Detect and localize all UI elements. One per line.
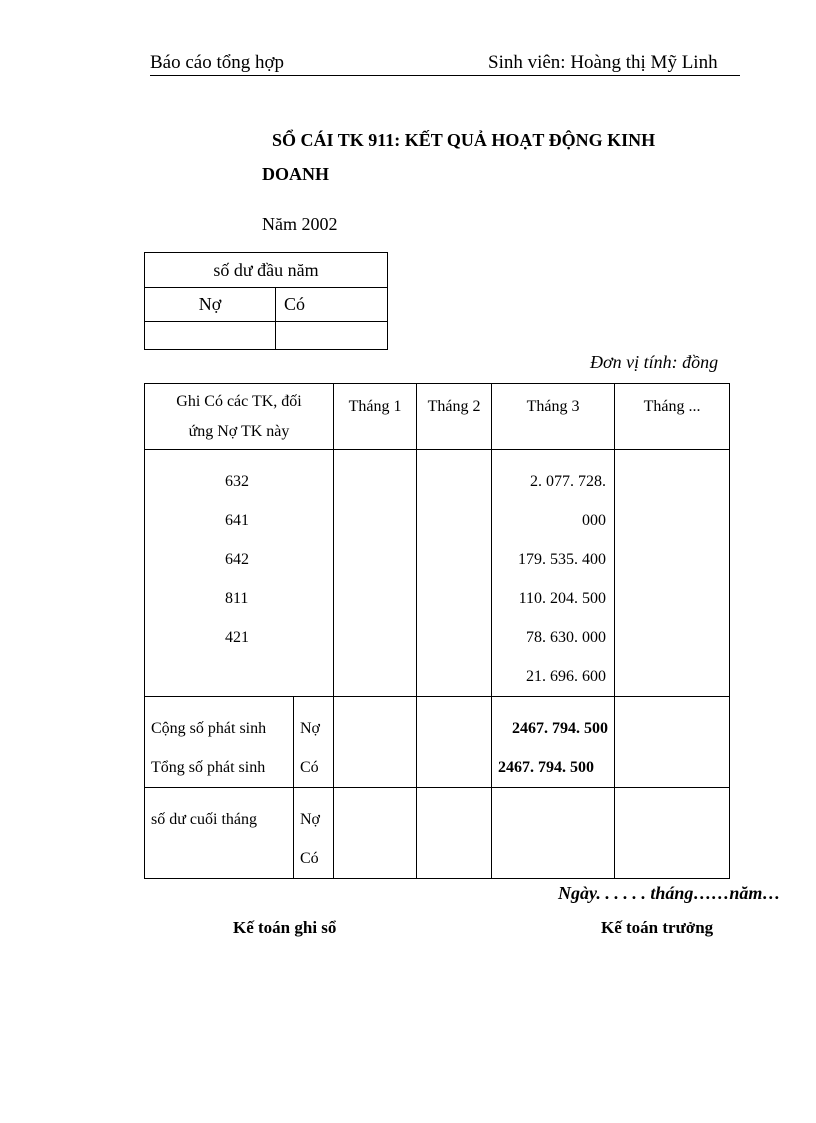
total-month3-credit: 2467. 794. 500 [498,759,594,776]
month3-value-421: 21. 696. 600 [526,668,606,685]
ending-month3-cell [492,788,615,879]
col-month-2 [417,384,492,450]
ending-month2-cell [417,788,492,879]
month3-value-641: 179. 535. 400 [518,551,606,568]
total-monthetc-cell [615,697,730,788]
col-account-header [145,384,334,450]
total-month3-cell [492,697,615,788]
opening-balance-table [144,252,388,350]
account-641: 641 [225,512,249,529]
opening-debit-label: Nợ [145,288,276,322]
account-642: 642 [225,551,249,568]
accounts-cell [145,450,334,697]
total-month1-cell [334,697,417,788]
account-811: 811 [225,590,249,607]
col-month-3-label: Tháng 3 [526,398,580,415]
ending-label-cell [145,788,294,879]
header-left: Báo cáo tổng hợp [150,52,285,73]
ending-debit-label: Nợ [300,811,321,828]
opening-credit-value [276,322,388,350]
col-month-1-label: Tháng 1 [348,398,402,415]
col-month-2-label: Tháng 2 [427,398,481,415]
col-account-line-2: ứng Nợ TK này [188,423,290,440]
col-account-line-1: Ghi Có các TK, đối [176,393,302,410]
header-rule [150,75,740,76]
opening-credit-label: Có [276,288,388,322]
year-label: Năm 2002 [262,214,338,234]
month1-accounts-cell [334,450,417,697]
ending-label: số dư cuối tháng [151,811,257,828]
title-line-1: SỔ CÁI TK 911: KẾT QUẢ HOẠT ĐỘNG KINH [272,130,656,150]
col-month-3 [492,384,615,450]
total-credit-label: Có [300,759,319,776]
col-month-etc [615,384,730,450]
col-month-1 [334,384,417,450]
month3-value-632b: 000 [582,512,606,529]
month3-value-811: 78. 630. 000 [526,629,606,646]
total-label-2: Tổng số phát sinh [151,759,266,776]
total-label-1: Cộng số phát sinh [151,720,267,737]
left-signature-label: Kế toán ghi sổ [233,918,337,937]
date-line: Ngày. . . . . . tháng……năm… [558,883,781,903]
monthetc-accounts-cell [615,450,730,697]
opening-balance-header: số dư đầu năm [145,253,388,288]
total-label-cell [145,697,294,788]
account-421: 421 [225,629,249,646]
unit-label: Đơn vị tính: đồng [590,352,719,372]
col-month-etc-label: Tháng ... [643,398,701,415]
month3-accounts-cell [492,450,615,697]
total-month2-cell [417,697,492,788]
total-debit-label: Nợ [300,720,321,737]
right-signature-label: Kế toán trưởng [601,918,714,937]
total-month3-debit: 2467. 794. 500 [512,720,608,737]
ending-side-cell [294,788,334,879]
ledger-table [144,383,730,879]
month3-value-642: 110. 204. 500 [518,590,606,607]
ending-monthetc-cell [615,788,730,879]
title-line-2: DOANH [262,164,329,184]
ending-credit-label: Có [300,850,319,867]
opening-debit-value [145,322,276,350]
total-side-cell [294,697,334,788]
month2-accounts-cell [417,450,492,697]
ending-month1-cell [334,788,417,879]
header-right: Sinh viên: Hoàng thị Mỹ Linh [488,52,718,73]
account-632: 632 [225,473,249,490]
month3-value-632a: 2. 077. 728. [530,473,606,490]
